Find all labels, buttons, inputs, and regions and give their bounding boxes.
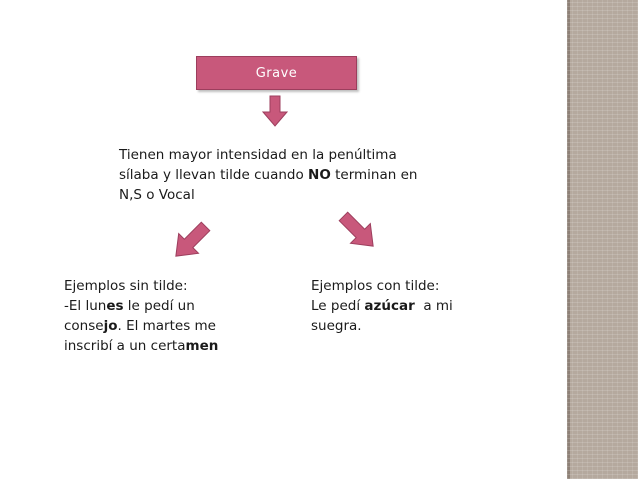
title-box <box>196 56 357 90</box>
arrow-down-icon <box>262 95 288 127</box>
definition-line-2-start: sílaba y llevan tilde cuando <box>119 167 309 183</box>
examples-without-tilde-heading: Ejemplos sin tilde: <box>64 278 188 294</box>
decorative-side-band <box>567 0 638 479</box>
example-line-1-emphasis: es <box>106 298 124 314</box>
example-line-2-end: . El martes me <box>117 318 216 334</box>
definition-line-2 <box>119 165 417 185</box>
example-line-2-start: conse <box>64 318 104 334</box>
example-with-tilde-line-1 <box>311 296 453 316</box>
example-line-1-end: le pedí un <box>123 298 195 314</box>
example-with-tilde-line-2: suegra. <box>311 318 362 334</box>
definition-line-3: N,S o Vocal <box>119 187 195 203</box>
examples-with-tilde <box>311 276 453 336</box>
arrow-down-right-icon <box>333 208 385 256</box>
arrow-down-left-icon <box>164 218 216 266</box>
example-line-3-emphasis: men <box>185 338 219 354</box>
example-with-tilde-emphasis: azúcar <box>364 298 415 314</box>
example-with-tilde-line-1-start: Le pedí <box>311 298 365 314</box>
example-with-tilde-line-1-end: a mi <box>414 298 453 314</box>
example-line-2 <box>64 316 218 336</box>
example-line-1 <box>64 296 218 316</box>
example-line-1-start: -El lun <box>64 298 107 314</box>
definition-emphasis: NO <box>308 167 331 183</box>
definition-text <box>119 145 417 205</box>
examples-with-tilde-heading: Ejemplos con tilde: <box>311 278 440 294</box>
examples-without-tilde <box>64 276 218 356</box>
definition-line-2-end: terminan en <box>330 167 418 183</box>
title-label: Grave <box>255 65 298 81</box>
definition-line-1: Tienen mayor intensidad en la penúltima <box>119 147 397 163</box>
example-line-3 <box>64 336 218 356</box>
example-line-3-start: inscribí a un certa <box>64 338 186 354</box>
example-line-2-emphasis: jo <box>103 318 118 334</box>
